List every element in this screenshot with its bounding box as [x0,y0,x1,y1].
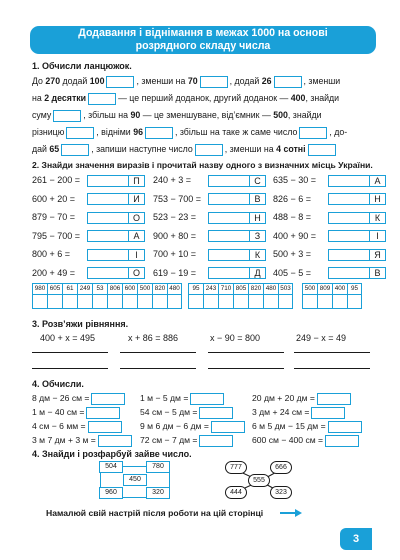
answer-box[interactable] [66,127,94,139]
calc-expression: 4 см − 6 мм = [32,421,86,431]
answer-box[interactable] [317,393,351,405]
equation-3: x − 90 = 800 [210,333,261,343]
decode-letter-box[interactable] [188,295,203,309]
answer-box[interactable] [211,421,245,433]
chain-line-3: суму , збільш на 90 — це зменшуване, від’ємник — 500, знайди [32,110,322,120]
expression: 600 + 20 = [32,193,76,204]
decode-letter-box[interactable] [32,295,47,309]
answer-box[interactable] [325,435,359,447]
number-cell[interactable]: 450 [123,474,147,486]
decode-number: 400 [332,283,347,295]
answer-box[interactable] [328,267,370,279]
answer-box[interactable] [87,267,129,279]
expression: 700 + 10 = [153,249,197,259]
calc-expression: 1 м − 40 см = [32,407,85,417]
answer-box[interactable] [208,230,250,242]
number-cell[interactable]: 960 [99,487,123,499]
calc-expression: 3 дм + 24 см = [252,407,310,417]
calc-row [252,406,345,419]
answer-box[interactable] [106,76,134,88]
decode-letter-box[interactable] [107,295,122,309]
expression-row [273,210,386,224]
decode-number: 95 [188,283,203,295]
answer-box[interactable] [208,193,250,205]
expression: 400 + 90 = [273,230,317,241]
number-oval[interactable]: 555 [248,474,270,487]
answer-box[interactable] [199,435,233,447]
expression: 619 − 19 = [153,267,197,278]
letter-cell: З [249,230,266,242]
number-oval[interactable]: 444 [225,486,247,499]
letter-cell: Н [249,212,266,224]
answer-box[interactable] [208,267,250,279]
letter-cell: К [249,249,266,261]
decode-letter-box[interactable] [332,295,347,309]
decode-number: 95 [347,283,362,295]
letter-cell: Н [369,193,386,205]
letter-cell: О [128,212,145,224]
decode-letter-box[interactable] [347,295,362,309]
calc-expression: 600 см − 400 см = [252,435,324,445]
page-header [30,26,376,54]
answer-line[interactable] [120,368,196,369]
expression-row [153,173,266,187]
answer-line[interactable] [32,368,108,369]
expression-row [273,247,386,261]
calc-row [140,406,233,419]
decode-number: 600 [122,283,137,295]
calc-expression: 1 м − 5 дм = [140,393,189,403]
number-cell[interactable]: 320 [146,487,170,499]
calc-expression: 72 см − 7 дм = [140,435,198,445]
answer-box[interactable] [311,407,345,419]
header-line-1: Додавання і віднімання в межах 1000 на основі [78,27,328,39]
answer-box[interactable] [328,175,370,187]
decode-table-2 [188,283,293,309]
answer-box[interactable] [199,407,233,419]
expression: 488 − 8 = [273,212,312,222]
calc-row [32,434,132,447]
answer-box[interactable] [328,212,370,224]
decode-letter-box[interactable] [152,295,167,309]
expression: 753 − 700 = [153,193,202,204]
calc-row [252,434,359,447]
decode-number: 820 [248,283,263,295]
calc-expression: 54 см − 5 дм = [140,407,198,417]
expression-row [32,173,145,187]
answer-box[interactable] [88,93,116,105]
letter-cell: В [249,193,266,205]
expression: 523 − 23 = [153,212,197,222]
expression-row [153,192,266,206]
expression-row [32,210,145,224]
answer-box[interactable] [208,175,250,187]
answer-box[interactable] [208,249,250,261]
chain-line-1: До 270 додай 100 , зменши на 70 , додай 26 , зменши [32,76,341,86]
section-2-title: 2. Знайди значення виразів і прочитай назву одного з визначних місць України. [32,160,373,170]
answer-line[interactable] [294,368,370,369]
expression-row [273,266,386,280]
answer-box[interactable] [87,249,129,261]
expression: 879 − 70 = [32,212,76,222]
number-oval[interactable]: 777 [225,461,247,474]
decode-letter-box[interactable] [263,295,278,309]
letter-cell: П [128,175,145,187]
chain-line-5: дай 65 , запиши наступне число , зменши на 4 сотні [32,143,374,156]
calc-expression: 9 м 6 дм − 6 дм = [140,421,209,431]
answer-box[interactable] [328,421,362,433]
answer-box[interactable] [195,144,223,156]
decode-letter-box[interactable] [62,295,77,309]
decode-letter-box[interactable] [302,295,317,309]
answer-box[interactable] [328,230,370,242]
decode-number: 243 [203,283,218,295]
answer-line[interactable] [32,352,108,353]
calc-expression: 20 дм + 20 дм = [252,393,315,403]
calc-row [140,434,233,447]
decode-letter-box[interactable] [77,295,92,309]
decode-number: 809 [317,283,332,295]
letter-cell: А [369,175,386,187]
expression-row [153,210,266,224]
letter-cell: І [369,230,386,242]
mood-instruction: Намалюй свій настрій після роботи на цій сторінці [46,508,264,518]
answer-box[interactable] [328,193,370,205]
number-oval[interactable]: 323 [270,486,292,499]
answer-box[interactable] [87,193,129,205]
section-5-title: 4. Знайди і розфарбуй зайве число. [32,449,192,459]
expression-row [273,173,386,187]
calc-expression: 3 м 7 дм + 3 м = [32,435,96,445]
letter-cell: І [128,249,145,261]
answer-box[interactable] [98,435,132,447]
decode-letter-box[interactable] [167,295,182,309]
decode-letter-box[interactable] [47,295,62,309]
chain-line-4: різницю , відніми 96 , збільш на таке ж саме число , до- [32,127,348,137]
chain-line-2: на 2 десятки — це перший доданок, другий доданок — 400, знайди [32,93,340,103]
decode-number: 480 [167,283,182,295]
calc-row [32,406,120,419]
letter-cell: В [369,267,386,279]
arrow-right-icon [280,509,302,517]
decode-number: 500 [137,283,152,295]
calc-row [140,392,224,405]
expression-row [32,192,145,206]
decode-letter-box[interactable] [233,295,248,309]
expression-row [153,247,266,261]
expression-row [273,229,386,243]
calc-row [252,420,362,433]
letter-cell: Д [249,267,266,279]
decode-table-1 [32,283,182,309]
decode-number: 480 [263,283,278,295]
answer-box[interactable] [87,230,129,242]
decode-number: 605 [47,283,62,295]
number-cell[interactable]: 504 [99,461,123,473]
expression-row [32,229,145,243]
letter-cell: О [128,267,145,279]
letter-cell: К [369,212,386,224]
expression: 500 + 3 = [273,249,312,259]
letter-cell: С [249,175,266,187]
decode-letter-box[interactable] [122,295,137,309]
decode-letter-box[interactable] [137,295,152,309]
section-4-title: 4. Обчисли. [32,379,84,389]
answer-box[interactable] [91,393,125,405]
expression: 240 + 3 = [153,175,192,185]
decode-number: 500 [302,283,317,295]
calc-row [140,420,245,433]
decode-number: 53 [92,283,107,295]
answer-box[interactable] [88,421,122,433]
expression-row [32,247,145,261]
equation-2: x + 86 = 886 [128,333,179,343]
letter-cell: А [128,230,145,242]
answer-box[interactable] [299,127,327,139]
answer-box[interactable] [274,76,302,88]
calc-expression: 6 м 5 дм − 15 дм = [252,421,326,431]
number-oval[interactable]: 666 [270,461,292,474]
decode-number: 806 [107,283,122,295]
expression-row [273,192,386,206]
expression-row [153,266,266,280]
answer-box[interactable] [61,144,89,156]
expression: 405 − 5 = [273,267,312,278]
calc-expression: 8 дм − 26 см = [32,393,90,403]
answer-box[interactable] [86,407,120,419]
decode-number: 805 [233,283,248,295]
answer-box[interactable] [53,110,81,122]
answer-line[interactable] [120,352,196,353]
decode-number: 249 [77,283,92,295]
decode-letter-box[interactable] [248,295,263,309]
decode-number: 710 [218,283,233,295]
equation-1: 400 + x = 495 [40,333,96,343]
answer-box[interactable] [145,127,173,139]
answer-box[interactable] [87,175,129,187]
page-number: 3 [340,528,372,550]
answer-line[interactable] [208,352,284,353]
answer-box[interactable] [87,212,129,224]
expression: 261 − 200 = [32,175,81,185]
section-3-title: 3. Розв’яжи рівняння. [32,319,129,329]
answer-line[interactable] [294,352,370,353]
decode-letter-box[interactable] [218,295,233,309]
equation-4: 249 − x = 49 [296,333,347,343]
answer-box[interactable] [190,393,224,405]
decode-letter-box[interactable] [92,295,107,309]
expression: 826 − 6 = [273,193,312,204]
decode-number: 820 [152,283,167,295]
decode-letter-box[interactable] [317,295,332,309]
answer-box[interactable] [208,212,250,224]
answer-line[interactable] [208,368,284,369]
answer-box[interactable] [328,249,370,261]
calc-row [32,392,125,405]
letter-cell: Я [369,249,386,261]
calc-row [32,420,122,433]
answer-box[interactable] [200,76,228,88]
expression: 900 + 80 = [153,230,197,241]
decode-table-3 [302,283,362,309]
expression: 800 + 6 = [32,249,71,259]
decode-number: 61 [62,283,77,295]
number-cell[interactable]: 780 [146,461,170,473]
expression-row [32,266,145,280]
letter-cell: И [128,193,145,205]
expression: 200 + 49 = [32,267,76,278]
section-1-title: 1. Обчисли ланцюжок. [32,61,132,71]
calc-row [252,392,351,405]
decode-letter-box[interactable] [278,295,293,309]
decode-letter-box[interactable] [203,295,218,309]
answer-box[interactable] [308,144,336,156]
expression: 795 − 700 = [32,230,81,241]
decode-number: 503 [278,283,293,295]
expression: 635 − 30 = [273,175,317,185]
header-line-2: розрядного складу числа [135,40,271,52]
expression-row [153,229,266,243]
decode-number: 980 [32,283,47,295]
